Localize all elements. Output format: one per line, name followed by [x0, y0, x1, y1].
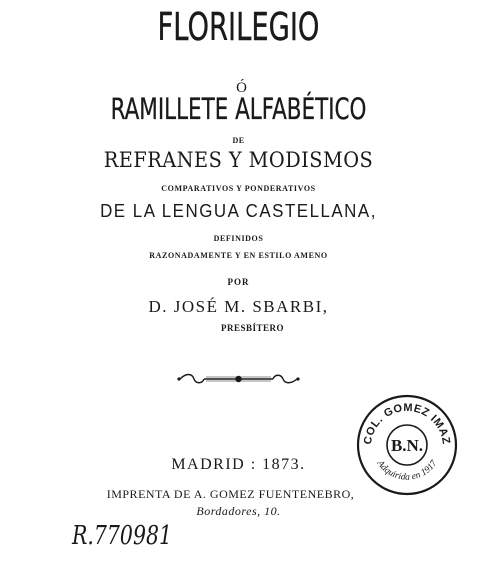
manner-line: RAZONADAMENTE Y EN ESTILO AMENO [149, 251, 328, 260]
author-name: D. JOSÉ M. SBARBI, [148, 297, 329, 316]
book-subtitle: RAMILLETE ALFABÉTICO [110, 92, 367, 126]
stamp-top-text: COL. GOMEZ IMAZ [361, 401, 453, 446]
definidos-line: DEFINIDOS [213, 234, 264, 243]
language-line: DE LA LENGUA CASTELLANA, [100, 201, 377, 221]
subject-qualifier: COMPARATIVOS Y PONDERATIVOS [161, 184, 316, 193]
stamp-bottom-text: Adquirida en 1917 [374, 458, 440, 483]
printer-name: IMPRENTA DE A. GOMEZ FUENTENEBRO, [106, 487, 355, 501]
author-title: PRESBÍTERO [220, 323, 285, 333]
shelfmark-text: R.770981 [71, 521, 172, 551]
book-title: FLORILEGIO [157, 5, 320, 49]
title-conjunction: Ó [236, 80, 247, 96]
ornament-divider [176, 370, 301, 388]
imprint-place-date: MADRID : 1873. [171, 456, 306, 473]
stamp-center-text: B.N. [390, 436, 424, 455]
book-subject: REFRANES Y MODISMOS [103, 148, 374, 172]
library-stamp [355, 393, 459, 497]
svg-text:Adquirida en 1917 [374, 458, 440, 483]
subtitle-preposition: DE [232, 136, 245, 145]
by-line: POR [227, 277, 250, 287]
handwritten-shelfmark [68, 512, 178, 554]
printer-address: Bordadores, 10. [196, 504, 281, 518]
